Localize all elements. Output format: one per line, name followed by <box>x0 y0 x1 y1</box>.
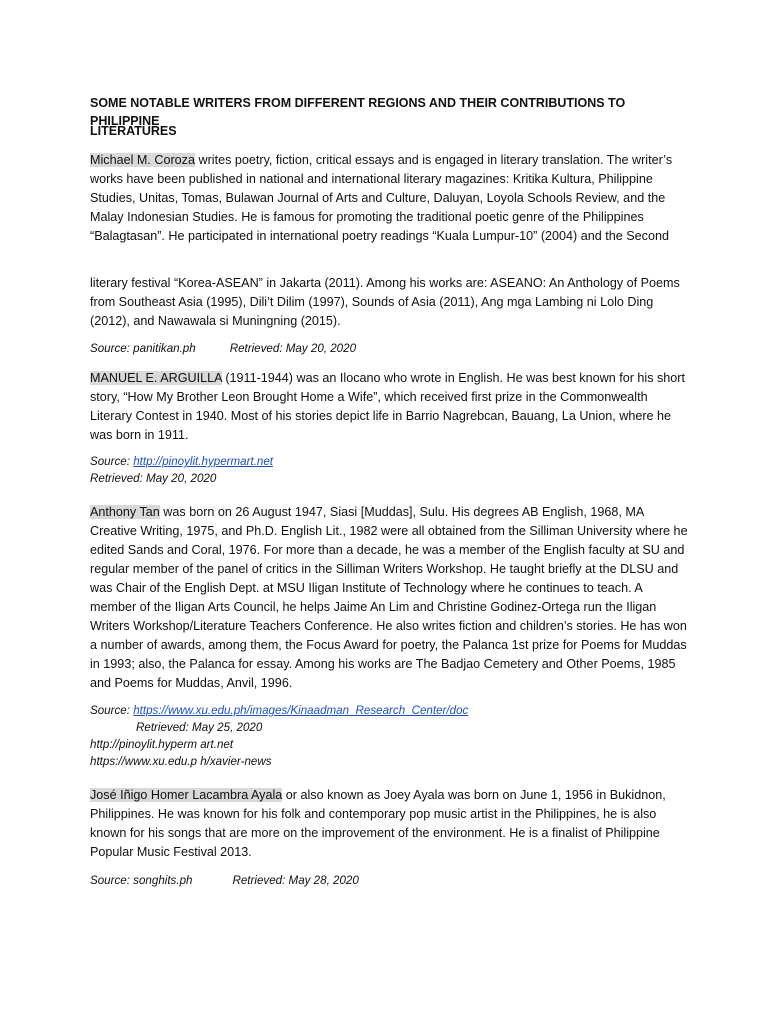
entry-arguilla-paragraph <box>90 369 688 445</box>
writer-name-ayala: José Iñigo Homer Lacambra Ayala <box>90 788 283 802</box>
source-line-ayala <box>90 872 690 889</box>
source-link-tan[interactable]: https://www.xu.edu.ph/images/Kinaadman_Research_Center/doc <box>133 704 469 717</box>
entry-coroza-paragraph <box>90 151 688 246</box>
document-title-line-2: LITERATURES <box>90 124 177 138</box>
writer-name-arguilla: MANUEL E. ARGUILLA <box>90 371 222 385</box>
entry-coroza-body: writes poetry, fiction, critical essays and is engaged in literary translation. The writer’s works have been published in national and international literary magazines: Kritika Kultura, Philippine Studies, Unitas, Tomas, Bulawan Journal of Arts and Culture, Daluyan, Loyola Schools Review, and the Malay Indonesian Studies. He is famous for promoting the traditional poetic genre of the Philippines “Balagtasan”. He participated in international poetry readings “Kuala Lumpur-10” (2004) and the Second <box>90 153 673 243</box>
retrieved-ayala: Retrieved: May 28, 2020 <box>232 874 359 887</box>
retrieved-arguilla: Retrieved: May 20, 2020 <box>90 472 217 485</box>
source-line-tan <box>90 702 690 719</box>
source-link-arguilla[interactable]: http://pinoylit.hypermart.net <box>133 455 274 468</box>
entry-ayala-body: or also known as Joey Ayala was born on June 1, 1956 in Bukidnon, Philippines. He was known for his folk and contemporary pop music artist in the Philippines, he is also known for his songs that are more on the improvement of the environment. He is a finalist of Philippine Popular Music Festival 2013. <box>90 788 666 859</box>
extra-source-tan-2: https://www.xu.edu.p h/xavier-news <box>90 755 272 768</box>
source-line-coroza <box>90 340 690 357</box>
entry-tan-paragraph <box>90 503 688 693</box>
source-ayala: Source: songhits.ph <box>90 874 193 887</box>
entry-arguilla-body: (1911-1944) was an Ilocano who wrote in English. He was best known for his short story, “How My Brother Leon Brought Home a Wife”, which received first prize in the Commonwealth Literary Contest in 1940. Most of his stories depict life in Barrio Nagrebcan, Bauang, La Union, where he was born in 1911. <box>90 371 686 442</box>
source-label-arguilla: Source: <box>90 455 134 468</box>
retrieved-coroza: Retrieved: May 20, 2020 <box>229 342 357 355</box>
entry-coroza-paragraph-2: literary festival “Korea-ASEAN” in Jakarta (2011). Among his works are: ASEANO: An Anthology of Poems from Southeast Asia (1995), Dili’t Dilim (1997), Sounds of Asia (2011), Ang mga Lambing ni Lolo Ding (2012), and Nawawala si Muningning (2015). <box>90 276 680 328</box>
document-title-line-1: SOME NOTABLE WRITERS FROM DIFFERENT REGIONS AND THEIR CONTRIBUTIONS TO PHILIPPINE <box>90 96 626 128</box>
entry-ayala-paragraph <box>90 786 688 862</box>
source-line-arguilla <box>90 453 690 470</box>
writer-name-coroza: Michael M. Coroza <box>90 153 195 167</box>
entry-tan-body: was born on 26 August 1947, Siasi [Muddas], Sulu. His degrees AB English, 1968, MA Creative Writing, 1975, and Ph.D. English Lit., 1982 were all obtained from the Silliman University where he edited Sands and Coral, 1976. For more than a decade, he was a member of the English faculty at SU and regular member of the panel of critics in the Silliman Writers Workshop. He taught briefly at the DLSU and was Chair of the English Dept. at MSU Iligan Institute of Technology where he continues to teach. A member of the Iligan Arts Council, he helps Jaime An Lim and Christine Godinez-Ortega run the Iligan Writers Workshop/Literature Teachers Conference. He also writes fiction and children’s stories. He has won a number of awards, among them, the Focus Award for poetry, the Palanca 1st prize for Poems for Muddas in 1993; also, the Palanca for essay. Among his works are The Badjao Cemetery and Other Poems, 1985 and Poems for Muddas, Anvil, 1996. <box>90 505 688 690</box>
extra-source-tan-1: http://pinoylit.hyperm art.net <box>90 738 234 751</box>
retrieved-tan: Retrieved: May 25, 2020 <box>136 721 263 734</box>
source-coroza: Source: panitikan.ph <box>90 342 196 355</box>
writer-name-tan: Anthony Tan <box>90 505 160 519</box>
source-label-tan: Source: <box>90 704 134 717</box>
